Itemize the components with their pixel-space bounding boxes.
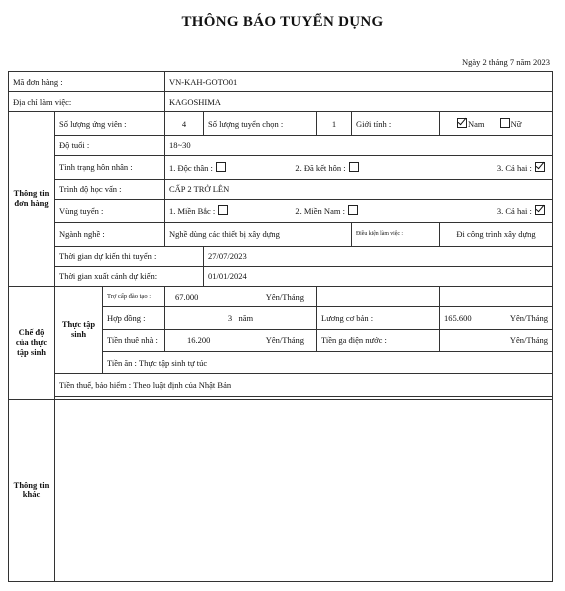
- region-both-checkbox[interactable]: [535, 205, 545, 215]
- job-label: Ngành nghề :: [55, 223, 165, 246]
- order-code-label: Mã đơn hàng :: [9, 72, 165, 92]
- applicants-value: 4: [165, 112, 204, 135]
- work-address-label: Địa chỉ làm việc:: [9, 92, 165, 112]
- marital-opt2-label: 2. Đã kết hôn :: [295, 162, 346, 173]
- rent-value: 16.200: [187, 335, 211, 346]
- order-code-value: VN-KAH-GOTO01: [165, 72, 553, 92]
- page-title: THÔNG BÁO TUYỂN DỤNG: [181, 14, 384, 30]
- region-opt1-label: 1. Miền Bắc :: [169, 206, 216, 217]
- marital-opt3-label: 3. Cả hai :: [496, 162, 532, 173]
- gender-female-option[interactable]: [499, 119, 522, 129]
- tax-info: Tiền thuế, bảo hiểm : Theo luật định của Nhật Bản: [55, 374, 553, 396]
- exam-value: 27/07/2023: [204, 246, 553, 266]
- selected-label: Số lượng tuyển chọn :: [204, 112, 317, 135]
- education-label: Trình độ học vấn :: [55, 179, 165, 199]
- utility-label: Tiền ga điện nước :: [317, 329, 440, 351]
- age-label: Độ tuổi :: [55, 135, 165, 155]
- row-marital: [9, 156, 553, 179]
- work-address-value: KAGOSHIMA: [165, 92, 553, 112]
- gender-male-option[interactable]: [456, 119, 487, 129]
- row-age: [9, 135, 553, 155]
- marital-opt1-label: 1. Độc thân :: [169, 162, 213, 173]
- allowance-value: 67.000: [175, 291, 199, 302]
- utility-unit: Yên/Tháng: [440, 329, 553, 351]
- contract-label: Hợp đồng :: [103, 307, 165, 329]
- row-job: [9, 223, 553, 246]
- food-info: Tiền ăn : Thực tập sinh tự túc: [103, 351, 553, 373]
- salary-label: Lương cơ bản :: [317, 307, 440, 329]
- region-south-checkbox[interactable]: [348, 205, 358, 215]
- work-condition-label: Điều kiện làm việc :: [352, 223, 440, 246]
- marital-both-checkbox[interactable]: [535, 162, 545, 172]
- section-other-info: Thông tin khác: [9, 399, 55, 581]
- row-tax: [9, 374, 553, 396]
- salary-value: 165.600: [444, 312, 472, 323]
- row-order-code: [9, 72, 553, 92]
- region-opt2-label: 2. Miền Nam :: [295, 206, 345, 217]
- applicants-label: Số lượng ứng viên :: [55, 112, 165, 135]
- row-exam: [9, 246, 553, 266]
- row-education: [9, 179, 553, 199]
- row-departure: [9, 266, 553, 286]
- departure-label: Thời gian xuất cảnh dự kiến:: [55, 266, 204, 286]
- row-other-info: [9, 399, 553, 581]
- row-applicants: [9, 112, 553, 135]
- row-region: [9, 199, 553, 222]
- marital-label: Tình trạng hôn nhân :: [55, 156, 165, 179]
- contract-value: 3: [227, 312, 233, 323]
- salary-unit: Yên/Tháng: [509, 312, 549, 323]
- marital-single-checkbox[interactable]: [216, 162, 226, 172]
- section-trainee: Thực tập sinh: [55, 287, 103, 374]
- job-value: Nghề dùng các thiết bị xây dựng: [165, 223, 352, 246]
- section-regime: Chế độ của thực tập sinh: [9, 287, 55, 400]
- region-opt3-label: 3. Cả hai :: [496, 206, 532, 217]
- rent-unit: Yên/Tháng: [265, 335, 304, 346]
- gender-female-label: Nữ: [510, 119, 522, 130]
- gender-male-label: Nam: [468, 119, 485, 130]
- gender-female-checkbox[interactable]: [500, 118, 510, 128]
- region-label: Vùng tuyển :: [55, 199, 165, 222]
- section-order-info: Thông tin đơn hàng: [9, 112, 55, 287]
- region-north-checkbox[interactable]: [218, 205, 228, 215]
- document-date: Ngày 2 tháng 7 năm 2023: [461, 57, 550, 67]
- education-value: CẤP 2 TRỞ LÊN: [165, 179, 553, 199]
- recruitment-table: [8, 71, 553, 582]
- contract-unit: năm: [238, 312, 254, 323]
- row-work-address: [9, 92, 553, 112]
- gender-label: Giới tính :: [352, 112, 440, 135]
- row-allowance: [9, 287, 553, 307]
- allowance-label: Trợ cấp đào tạo :: [103, 287, 165, 307]
- age-value: 18~30: [165, 135, 553, 155]
- allowance-unit: Yên/Tháng: [265, 291, 304, 302]
- departure-value: 01/01/2024: [204, 266, 553, 286]
- work-condition-value: Đi công trình xây dựng: [440, 223, 553, 246]
- other-info-content: [55, 399, 553, 581]
- selected-value: 1: [317, 112, 352, 135]
- rent-label: Tiền thuê nhà :: [103, 329, 165, 351]
- marital-married-checkbox[interactable]: [349, 162, 359, 172]
- gender-options: [440, 112, 553, 135]
- exam-label: Thời gian dự kiến thi tuyển :: [55, 246, 204, 266]
- gender-male-checkbox[interactable]: [457, 118, 467, 128]
